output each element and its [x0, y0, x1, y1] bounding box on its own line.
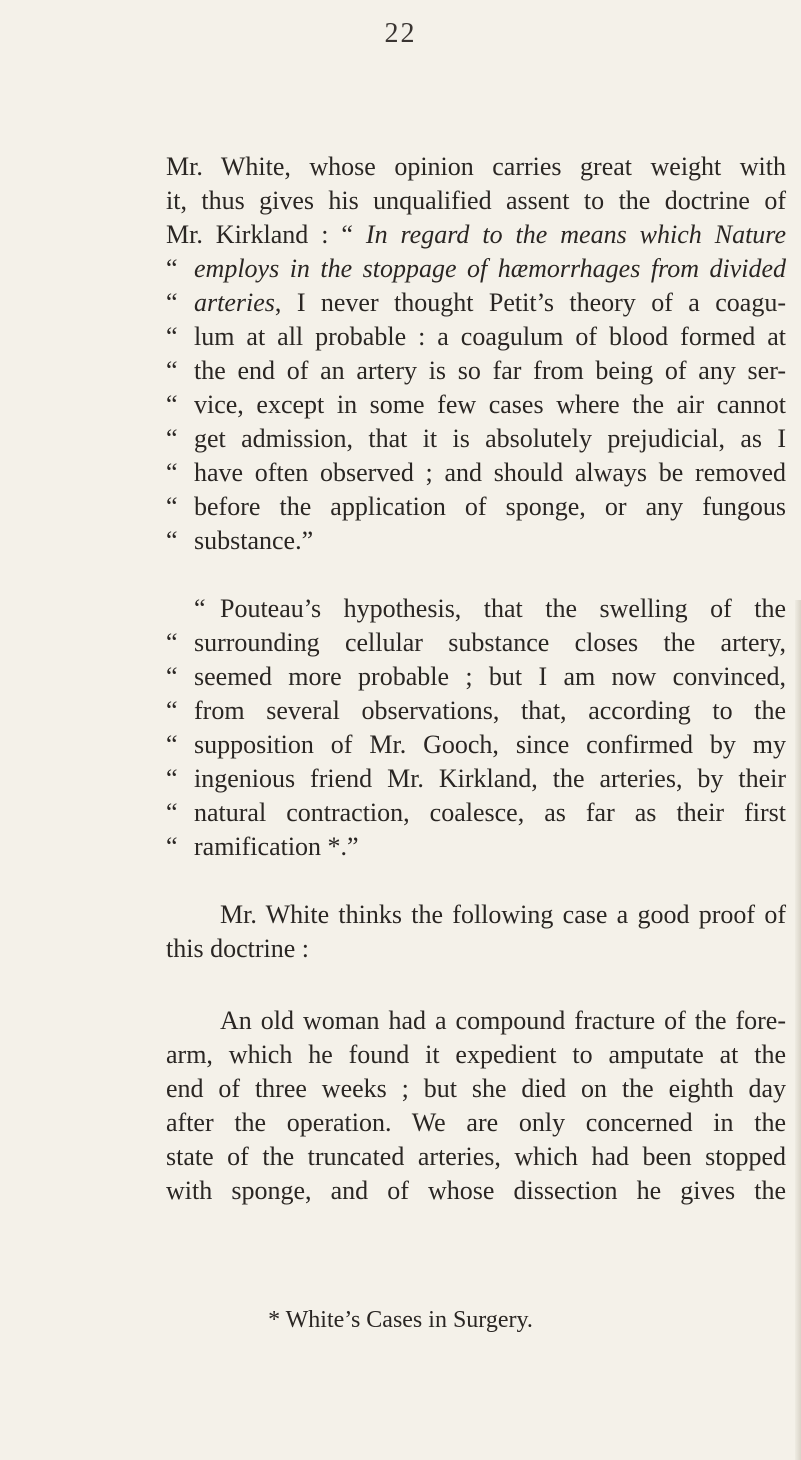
quote-mark: “ [166, 390, 178, 419]
text-line: substance.” [194, 526, 314, 555]
quote-mark: “ [166, 764, 178, 793]
text-line: end of three weeks ; but she died on the eighth day [166, 1074, 786, 1103]
text-span: , I never thought Petit’s theory of a coagu- [274, 288, 786, 317]
quote-mark: “ [166, 662, 178, 691]
text-line: after the operation. We are only concerned in the [166, 1108, 786, 1137]
italic-span: arteries [194, 288, 275, 317]
text-line: An old woman had a compound fracture of the fore- [220, 1006, 786, 1035]
text-line: vice, except in some few cases where the air cannot [194, 390, 786, 419]
text-line: seemed more probable ; but I am now convinced, [194, 662, 786, 691]
italic-span: employs in the stoppage of hæmorrhages from divided [194, 254, 786, 283]
text-line: natural contraction, coalesce, as far as their first [194, 798, 786, 827]
text-line: with sponge, and of whose dissection he gives the [166, 1176, 786, 1205]
quote-mark: “ [166, 288, 178, 317]
text-line: state of the truncated arteries, which had been stopped [166, 1142, 786, 1171]
quote-mark: “ [166, 254, 178, 283]
text-line: Mr. White thinks the following case a good proof of [220, 900, 786, 929]
quote-mark: “ [166, 798, 178, 827]
text-line: before the application of sponge, or any fungous [194, 492, 786, 521]
page-number: 22 [384, 18, 417, 49]
text-line: have often observed ; and should always be removed [194, 458, 786, 487]
text-line [194, 286, 786, 320]
text-line: supposition of Mr. Gooch, since confirmed by my [194, 730, 786, 759]
text-line: Mr. White, whose opinion carries great weight with [166, 152, 786, 181]
quote-mark: “ [166, 458, 178, 487]
page-edge-shadow [795, 600, 801, 1460]
text-line: this doctrine : [166, 934, 309, 963]
text-line: lum at all probable : a coagulum of blood formed at [194, 322, 786, 351]
quote-mark: “ [166, 322, 178, 351]
quote-mark: “ [166, 356, 178, 385]
quote-mark: “ [194, 594, 206, 623]
quote-mark: “ [166, 526, 178, 555]
quote-mark: “ [166, 832, 178, 861]
text-line: the end of an artery is so far from being of any ser- [194, 356, 786, 385]
text-line: surrounding cellular substance closes the artery, [194, 628, 786, 657]
text-line: get admission, that it is absolutely prejudicial, as I [194, 424, 786, 453]
quote-mark: “ [166, 424, 178, 453]
quote-mark: “ [166, 628, 178, 657]
quote-mark: “ [166, 730, 178, 759]
text-line: ramification *.” [194, 832, 359, 861]
text-line: from several observations, that, according to the [194, 696, 786, 725]
text-span: Mr. Kirkland : “ [166, 220, 366, 249]
text-line: arm, which he found it expedient to amputate at the [166, 1040, 786, 1069]
text-line: it, thus gives his unqualified assent to the doctrine of [166, 186, 786, 215]
footnote: * White’s Cases in Surgery. [268, 1307, 533, 1333]
text-line [194, 252, 786, 286]
italic-span: In regard to the means which Nature [365, 220, 787, 249]
text-line [166, 218, 786, 252]
quote-mark: “ [166, 492, 178, 521]
text-line: ingenious friend Mr. Kirkland, the arteries, by their [194, 764, 786, 793]
text-line: Pouteau’s hypothesis, that the swelling of the [220, 594, 786, 623]
quote-mark: “ [166, 696, 178, 725]
